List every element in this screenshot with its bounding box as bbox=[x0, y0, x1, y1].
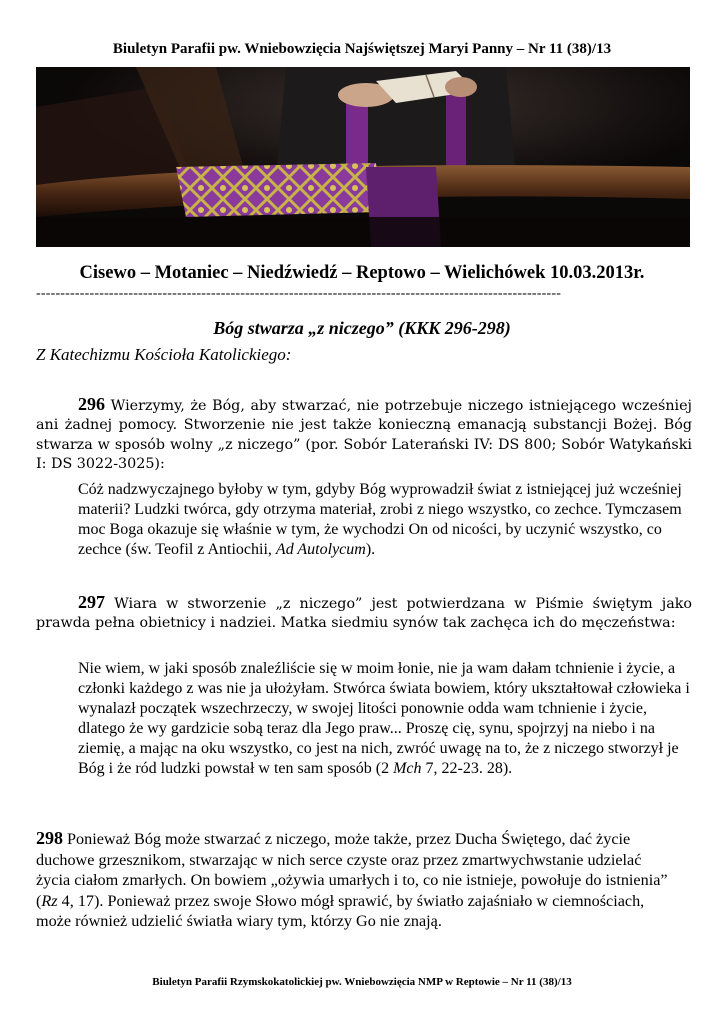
paragraph-298-text-end: 4, 17). Ponieważ przez swoje Słowo mógł sprawić, by światło zajaśniało w ciemnościach, może również udzielić światła wiary tym, którzy Go nie znają. bbox=[36, 891, 645, 931]
paragraph-number-296: 296 bbox=[78, 394, 105, 414]
quote-296 bbox=[78, 480, 690, 560]
bulletin-footer: Biuletyn Parafii Rzymskokatolickiej pw. Wniebowzięcia NMP w Reptowie – Nr 11 (38)/13 bbox=[152, 976, 572, 988]
quote-297 bbox=[78, 659, 690, 779]
quote-297-text: Nie wiem, w jaki sposób znaleźliście się w moim łonie, nie ja wam dałam tchnienie i życie, a członki każdego z was nie ja ułożyłam. Stwórca świata bowiem, który ukształtował człowieka i wynalazł początek wszechrzeczy, w swojej litości ponownie odda wam tchnienie i życie, dlatego że wy gardzicie sobą teraz dla Jego praw... Proszę cię, synu, spojrzyj na niebo i na ziemię, a mając na oku wszystko, co jest na nich, zwróć uwagę na to, że z niczego stworzył je Bóg i że ród ludzki powstał w ten sam sposób (2 bbox=[78, 660, 690, 777]
priest-reading-photo bbox=[36, 67, 690, 247]
paragraph-298-text: Ponieważ Bóg może stwarzać z niczego, może także, przez Ducha Świętego, dać życie duchowe grzesznikom, stwarzając w nich serce czyste oraz przez zmartwychwstanie udzielać życia ciałom zmarłych. On bowiem „ożywia umarłych i to, co nie istnieje, powołuje do istnienia” ( bbox=[36, 830, 668, 910]
section-title: Bóg stwarza „z niczego” (KKK 296-298) bbox=[213, 318, 511, 338]
parish-places-date: Cisewo – Motaniec – Niedźwiedź – Reptowo – Wielichówek 10.03.2013r. bbox=[79, 263, 645, 283]
section-subtitle: Z Katechizmu Kościoła Katolickiego: bbox=[36, 345, 292, 364]
paragraph-297-text: Wiara w stworzenie „z niczego” jest potwierdzana w Piśmie świętym jako prawda pełna obietnicy i nadziei. Matka siedmiu synów tak zachęca ich do męczeństwa: bbox=[36, 596, 692, 632]
paragraph-297 bbox=[36, 593, 692, 634]
header-photo bbox=[36, 67, 690, 247]
quote-296-text: Cóż nadzwyczajnego byłoby w tym, gdyby Bóg wyprowadził świat z istniejącej już wcześniej materii? Ludzki twórca, gdy otrzyma materiał, zrobi z niego wszystko, co zechce. Tymczasem moc Boga okazuje się właśnie w tym, że wychodzi On od nicości, by uczynić wszystko, co zechce (św. Teofil z Antiochii, bbox=[78, 481, 682, 558]
paragraph-296-text: Wierzymy, że Bóg, aby stwarzać, nie potrzebuje niczego istniejącego wcześniej ani żadnej pomocy. Stworzenie nie jest także konieczną emanacją substancji Bożej. Bóg stwarza w sposób wolny „z niczego” (por. Sobór Laterański IV: DS 800; Sobór Watykański I: DS 3022-3025): bbox=[36, 398, 692, 472]
paragraph-number-298: 298 bbox=[36, 828, 63, 848]
quote-297-source: Mch bbox=[393, 760, 422, 777]
paragraph-number-297: 297 bbox=[78, 592, 105, 612]
quote-296-end: ). bbox=[365, 541, 376, 558]
dashed-separator: ------------------------------------------------------------------------------------------------------------ bbox=[36, 286, 562, 301]
quote-296-source: Ad Autolycum bbox=[275, 541, 366, 558]
quote-297-end: 7, 22-23. 28). bbox=[421, 760, 513, 777]
paragraph-296 bbox=[36, 395, 692, 474]
paragraph-298 bbox=[36, 828, 676, 932]
bulletin-header: Biuletyn Parafii pw. Wniebowzięcia Najświętszej Maryi Panny – Nr 11 (38)/13 bbox=[112, 41, 612, 57]
paragraph-298-reference: Rz bbox=[41, 891, 58, 910]
